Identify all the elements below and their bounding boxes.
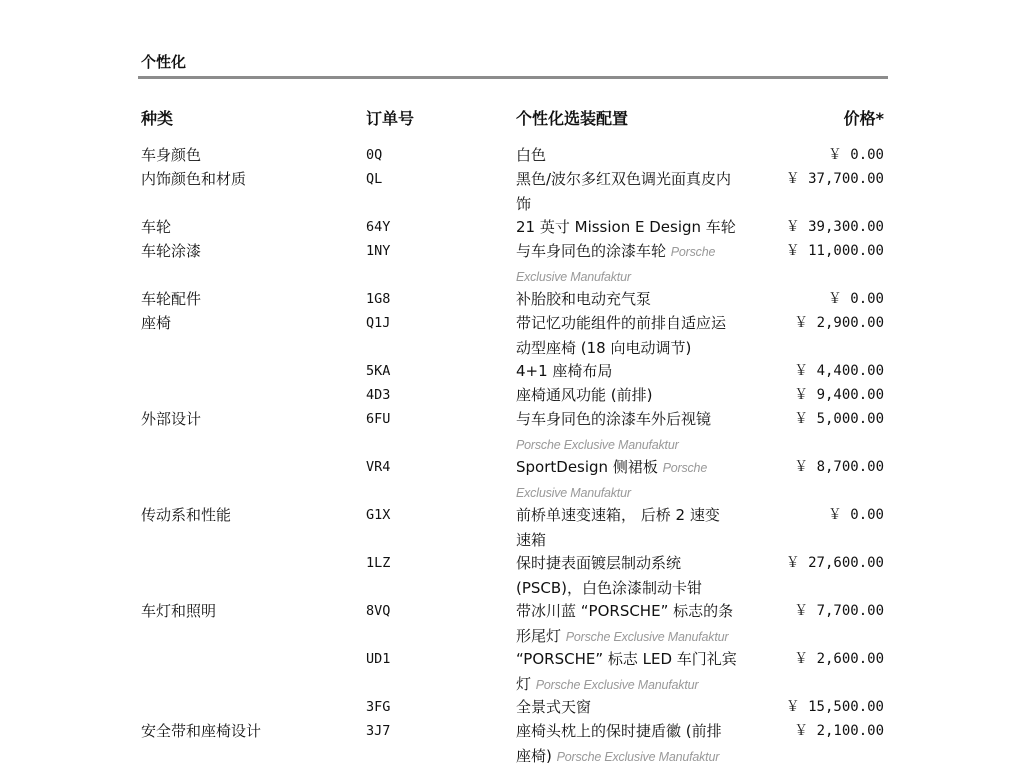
row-order-code: 5KA [366,363,391,379]
option-line [516,359,771,384]
table-row [0,599,1024,647]
row-option [516,287,771,312]
row-price: ￥ 2,600.00 [794,651,884,667]
option-line [516,287,771,312]
option-text: 保时捷表面镀层制动系统 [516,554,682,572]
table-row [0,215,1024,239]
row-option [516,359,771,384]
row-order-code: 4D3 [366,387,391,403]
option-text: 带冰川蓝 “PORSCHE” 标志的条 [516,602,734,620]
row-order-code: 1NY [366,243,391,259]
column-header-category: 种类 [141,109,174,128]
table-row [0,167,1024,215]
option-line [516,744,771,769]
row-order-code: Q1J [366,315,391,331]
row-option [516,599,771,649]
row-order-code: VR4 [366,459,391,475]
option-text: 前桥单速变速箱， 后桥 2 速变 [516,506,720,524]
option-text: 动型座椅 (18 向电动调节) [516,339,692,357]
row-option [516,383,771,408]
row-price: ￥ 15,500.00 [785,699,884,715]
option-text: 座椅通风功能 (前排) [516,386,653,404]
row-category: 车轮 [141,218,172,236]
option-text: SportDesign 侧裙板 [516,458,663,476]
row-category: 安全带和座椅设计 [141,722,262,740]
option-line [516,311,771,336]
option-line [516,719,771,744]
row-option [516,503,771,553]
brand-note: Porsche [662,461,708,475]
option-line [516,503,771,528]
row-option [516,407,771,457]
option-line [516,695,771,720]
table-row [0,455,1024,503]
row-price: ￥ 0.00 [827,507,884,523]
option-line [516,455,771,480]
option-line [516,336,771,361]
row-category: 车轮配件 [141,290,202,308]
option-line [516,647,771,672]
option-line [516,167,771,192]
row-category: 车轮涂漆 [141,242,202,260]
brand-note: Porsche Exclusive Manufaktur [535,678,699,692]
option-text: (PSCB)，白色涂漆制动卡钳 [516,579,703,597]
row-option [516,167,771,217]
row-order-code: G1X [366,507,391,523]
table-row [0,551,1024,599]
row-category: 内饰颜色和材质 [141,170,247,188]
row-price: ￥ 11,000.00 [785,243,884,259]
row-option [516,143,771,168]
option-text: 饰 [516,195,532,213]
row-price: ￥ 27,600.00 [785,555,884,571]
page-title: 个性化 [141,53,187,71]
option-line [516,432,771,457]
row-price: ￥ 5,000.00 [794,411,884,427]
option-text: 与车身同色的涂漆车轮 [516,242,671,260]
row-option [516,551,771,601]
table-row [0,359,1024,383]
brand-note: Porsche Exclusive Manufaktur [565,630,729,644]
option-text: 灯 [516,675,536,693]
table-row [0,239,1024,287]
row-price: ￥ 2,100.00 [794,723,884,739]
option-text: 21 英寸 Mission E Design 车轮 [516,218,736,236]
table-row [0,143,1024,167]
option-text: 黑色/波尔多红双色调光面真皮内 [516,170,732,188]
row-price: ￥ 0.00 [827,291,884,307]
table-row [0,407,1024,455]
title-divider [138,76,888,79]
option-text: 白色 [516,146,547,164]
column-header-option: 个性化选装配置 [516,109,629,128]
row-price: ￥ 9,400.00 [794,387,884,403]
row-category: 车灯和照明 [141,602,217,620]
option-line [516,264,771,289]
option-text: 带记忆功能组件的前排自适应运 [516,314,727,332]
option-line [516,239,771,264]
option-line [516,192,771,217]
brand-note: Porsche [670,245,716,259]
option-line [516,143,771,168]
option-line [516,576,771,601]
row-category: 外部设计 [141,410,202,428]
table-row [0,287,1024,311]
row-category: 座椅 [141,314,172,332]
table-row [0,719,1024,767]
row-order-code: 0Q [366,147,383,163]
column-header-price: 价格* [843,109,884,128]
option-text: 4+1 座椅布局 [516,362,613,380]
option-line [516,551,771,576]
row-option [516,719,771,769]
option-line [516,672,771,697]
option-text: 与车身同色的涂漆车外后视镜 [516,410,712,428]
row-option [516,239,771,289]
row-category: 传动系和性能 [141,506,232,524]
row-option [516,455,771,505]
row-order-code: QL [366,171,383,187]
row-option [516,695,771,720]
row-option [516,647,771,697]
option-line [516,480,771,505]
option-line [516,624,771,649]
row-price: ￥ 4,400.00 [794,363,884,379]
row-price: ￥ 8,700.00 [794,459,884,475]
table-row [0,383,1024,407]
options-table [0,143,1024,767]
option-text: 座椅) [516,747,557,765]
option-text: 形尾灯 [516,627,566,645]
row-order-code: 3J7 [366,723,391,739]
row-price: ￥ 7,700.00 [794,603,884,619]
row-order-code: 6FU [366,411,391,427]
brand-note: Porsche Exclusive Manufaktur [516,438,679,452]
row-order-code: 3FG [366,699,391,715]
row-order-code: 64Y [366,219,391,235]
row-order-code: UD1 [366,651,391,667]
row-price: ￥ 2,900.00 [794,315,884,331]
row-option [516,215,771,240]
table-row [0,695,1024,719]
option-line [516,528,771,553]
brand-note: Exclusive Manufaktur [516,270,631,284]
option-text: “PORSCHE” 标志 LED 车门礼宾 [516,650,737,668]
brand-note: Porsche Exclusive Manufaktur [556,750,720,764]
option-text: 全景式天窗 [516,698,592,716]
row-option [516,311,771,361]
option-text: 座椅头枕上的保时捷盾徽 (前排 [516,722,722,740]
row-order-code: 1G8 [366,291,391,307]
row-category: 车身颜色 [141,146,202,164]
table-row [0,311,1024,359]
row-price: ￥ 37,700.00 [785,171,884,187]
option-line [516,599,771,624]
option-line [516,215,771,240]
column-header-order-code: 订单号 [366,109,415,128]
table-row [0,647,1024,695]
option-text: 补胎胶和电动充气泵 [516,290,652,308]
row-order-code: 8VQ [366,603,391,619]
row-price: ￥ 0.00 [827,147,884,163]
row-price: ￥ 39,300.00 [785,219,884,235]
option-line [516,383,771,408]
row-order-code: 1LZ [366,555,391,571]
table-row [0,503,1024,551]
option-text: 速箱 [516,531,547,549]
brand-note: Exclusive Manufaktur [516,486,631,500]
option-line [516,407,771,432]
